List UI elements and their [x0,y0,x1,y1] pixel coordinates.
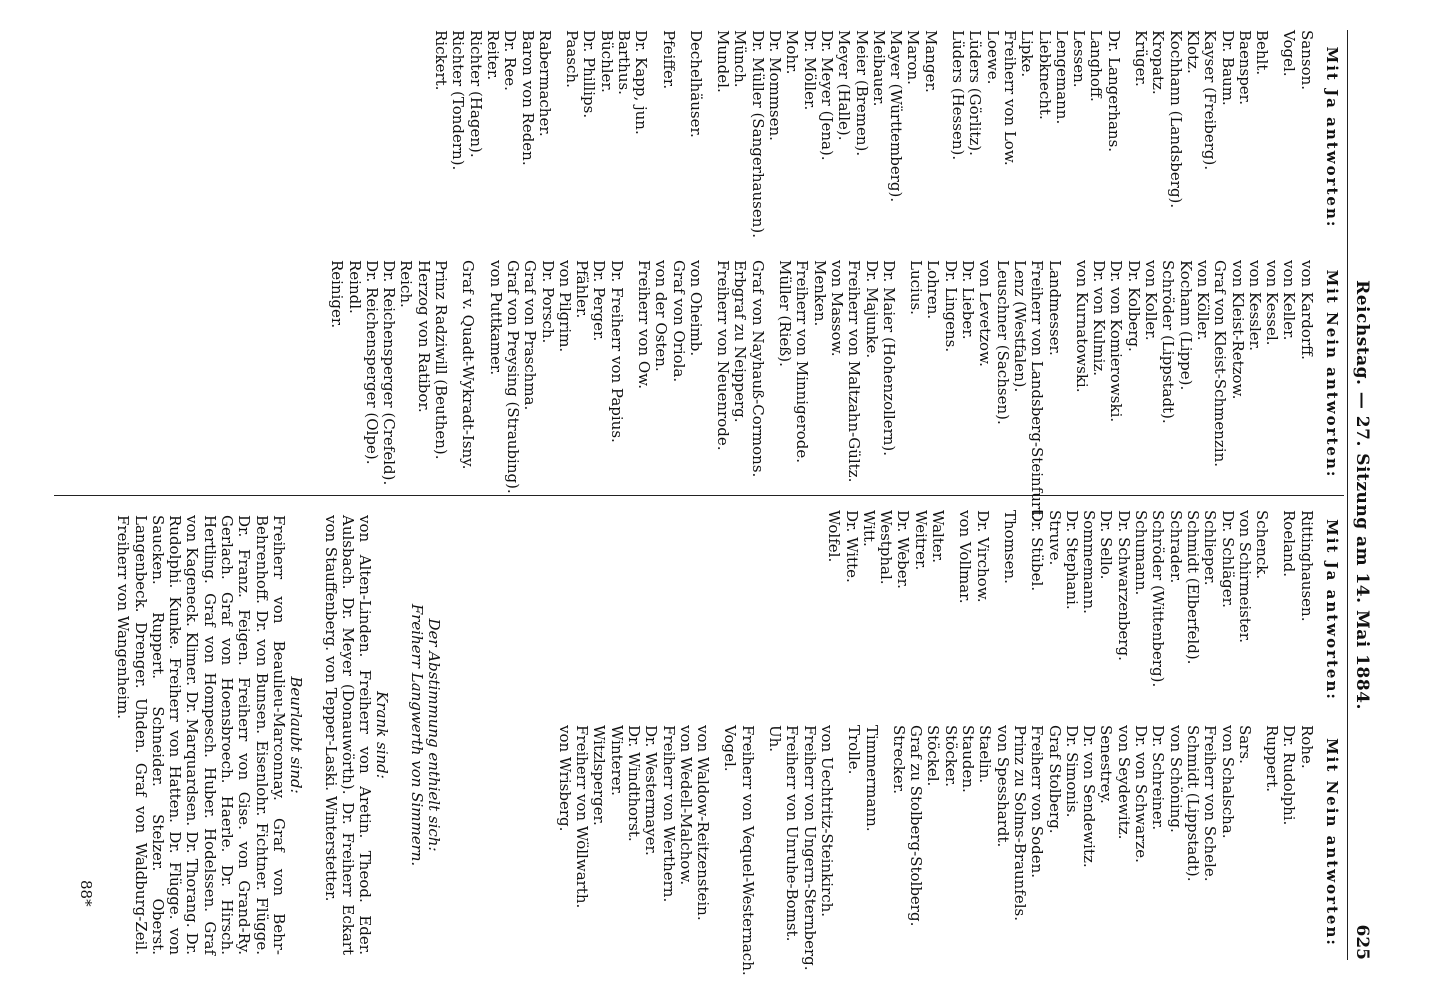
member-name: Dr. Porsch. [538,260,557,344]
member-name: von Wrisberg. [555,725,574,832]
member-name: Sars. [1235,725,1254,764]
member-name: von Pilgrim. [555,260,574,353]
name-group [1280,510,1315,710]
name-group [1280,30,1315,245]
left-ja-list [432,30,1315,245]
member-name: Dr. Weber. [894,510,913,589]
member-name: von Schirmeister. [1235,510,1254,644]
member-name: Rabermacher. [535,30,554,137]
name-group [776,260,897,488]
member-name: von Schalscha. [1218,725,1237,839]
member-name: Reiter. [483,30,502,81]
member-name: Langhoff. [1087,30,1106,102]
member-name: Freiherr von Landsberg-Steinfurt. [1028,260,1047,520]
member-name: Lipke. [1018,30,1037,78]
member-name: von Schöning. [1166,725,1185,833]
leave-title: Beurlaubt sind: [287,676,306,794]
member-name: Dr. Kolberg. [1124,260,1143,352]
member-name: von der Osten. [652,260,671,372]
member-name: Richter (Tondern). [449,30,468,171]
member-name: Lucius. [907,260,926,315]
member-name: Schmidt (Elberfeld). [1183,510,1202,665]
member-name: Stöcker. [941,725,960,787]
member-name: Loewe. [983,30,1002,85]
right-ja-list [825,510,1315,710]
member-name: von Uechtritz-Steinkirch. [817,725,836,918]
member-name: Freiherr von Ungern-Sternberg. [800,725,819,971]
member-name: Graf von Nayhauß-Cormons. [748,260,767,478]
member-name: Pfähler. [573,260,592,319]
member-name: Prinz zu Solms-Braunfels. [1010,725,1029,921]
member-name: von Massow. [827,260,846,357]
name-group [563,30,649,245]
member-name: Weitrer. [911,510,930,571]
member-name: Dr. Reichensperger (Crefeld). [380,260,399,486]
member-name: von Oheimb. [686,260,705,357]
member-name: von Levetzow. [976,260,995,367]
member-name: Freiherr von Minnigerode. [793,260,812,464]
member-name: Freiherr von Maltzahn-Gültz. [845,260,864,483]
member-name: Dr. Lieber. [959,260,978,340]
member-name: Winterer. [607,725,626,796]
member-name: Roeland. [1280,510,1299,577]
member-name: Meibauer. [869,30,888,107]
member-name: Dr. Westermayer. [642,725,661,856]
member-name: Staelin. [976,725,995,784]
member-name: Kochann (Lippe). [1176,260,1195,391]
member-name: Dr. Sello. [1097,510,1116,580]
name-group [1132,30,1270,245]
left-nein-list [328,260,1316,520]
sick-list: von Alten-Linden. Freiherr von Aretin. Theod. Eder. Aulsbach. Dr. Meyer (Donauwörth). Dr. Freiherr Eckart von Stauffenberg. von Tepper-Laski. Winterstetter. [321,515,375,955]
member-name: Dr. Freiherr von Papius. [607,260,626,443]
member-name: Landmesser. [1045,260,1064,356]
sheet-mark: 88* [77,880,95,907]
name-group [556,725,712,960]
name-group [1001,510,1018,710]
member-name: Reich. [397,260,416,308]
member-name: Timmermann. [862,725,881,832]
member-name: von Waldow-Reitzenstein. [694,725,713,921]
leave-list: Freiherr von Beaulieu-Marconnay. Graf von Behr-Behrenhoff. Dr. von Bunsen. Eisenlohr. Fichtner. Flügge. Dr. Franz. Feigen. Freiherr von Gise. von Grand-Ry. Gerlach. Graf von Hoensbroech. Haerle. Dr. Hirsch. Hertling. Graf von Hompesch. Huber. Hodelssen. Graf von Kageneck. Klimer. Dr. Marquardsen. Dr. Thorang. Dr. Rudolphi. Kunke. Freiherr von Hatten. Dr. Flügge. von Saucken. Ruppert. Schneider. Stelzer. Oberst. Langenbeck. Drenger. Uhden. Graf von Waldburg-Zeil. Freiherr von Wangenheim. [114,515,288,955]
member-name: Graf Stolberg. [1045,725,1064,834]
member-name: Mundel. [714,30,733,93]
member-name: Lenz (Westfalen). [1010,260,1029,393]
member-name: Manger. [921,30,940,93]
name-group [687,30,704,245]
member-name: Dr. Müller (Sangerhausen). [748,30,767,239]
member-name: Sanson. [1297,30,1316,91]
member-name: Freiherr von Neuenrode. [714,260,733,451]
member-name: Freiherr von Schele. [1201,725,1220,882]
member-name: Freiherr von Vequel-Westernach. [738,725,757,976]
member-name: Prinz Radziwill (Beuthen). [432,260,451,460]
member-name: Reiniger. [328,260,347,329]
member-name: Walter. [929,510,948,564]
member-name: Senestrey. [1097,725,1116,804]
member-name: Herzog von Ratibor. [414,260,433,413]
name-group [328,260,449,488]
member-name: Dr. Majunke. [862,260,881,359]
member-name: Dr. Windthorst. [625,725,644,842]
member-name: Schrader. [1166,510,1185,584]
member-name: Lengemann. [1052,30,1071,125]
member-name: Kayser (Freiberg). [1201,30,1220,171]
member-name: Graf von Preysing (Straubing). [503,260,522,494]
member-name: Baensper. [1235,30,1254,105]
member-name: Rohe. [1297,725,1316,769]
left-ja-heading: Mit Ja antworten: [1323,46,1341,229]
name-group [1028,510,1270,710]
member-name: Erbgraf zu Neipperg. [731,260,750,423]
member-name: Graf von Praschma. [521,260,540,411]
member-name: von Kessler. [1245,260,1264,351]
left-nein-column [328,260,1341,520]
name-group [907,260,1064,520]
member-name: Wolfel. [825,510,844,563]
name-group [635,260,704,488]
member-name: Dr. Schläger. [1218,510,1237,608]
member-name: Baron von Reden. [518,30,537,166]
member-name: Dr. Baum. [1218,30,1237,106]
member-name: Vogel. [721,725,740,772]
member-name: Mohr. [783,30,802,75]
column-divider [54,495,1344,496]
member-name: Dr. Witte. [842,510,861,583]
member-name: Dr. Virchow. [973,510,992,603]
member-name: Dr. Stübel. [1028,510,1047,592]
member-name: Leuschner (Sachsen). [993,260,1012,425]
member-name: von Koller. [1142,260,1161,341]
name-group [714,260,766,488]
member-name: Dr. Maier (Hohenzollern). [879,260,898,457]
member-name: Dr. Kapp, jun. [632,30,651,135]
member-name: Uh. [766,725,785,753]
name-group [432,30,553,245]
member-name: Mayer (Württemberg). [887,30,906,203]
member-name: Graf v. Quadt-Wykradt-Isny. [459,260,478,470]
member-name: Münch. [731,30,750,88]
member-name: Vogel. [1280,30,1299,77]
member-name: von Wedell-Malchow. [676,725,695,886]
member-name: Ruppert. [1263,725,1282,793]
member-name: von Keller. [1280,260,1299,341]
member-name: Sommemann. [1080,510,1099,614]
member-name: Lessen. [1070,30,1089,88]
member-name: Behlt. [1253,30,1272,76]
header-rule [1347,30,1348,960]
member-name: Müller (Rieß). [776,260,795,367]
member-name: Graf von Oriola. [669,260,688,383]
member-name: Graf zu Stolberg-Stolberg. [907,725,926,927]
member-name: Freiherr von Ow. [635,260,654,389]
name-group [1263,725,1315,960]
member-name: Dr. Simonis. [1062,725,1081,818]
member-name: Dr. Lingens. [941,260,960,353]
member-name: Graf von Kleist-Schmenzin. [1211,260,1230,468]
member-name: von Köller. [1193,260,1212,341]
member-name: von Kurnatowski. [1072,260,1091,393]
sick-title: Krank sind: [373,691,392,779]
member-name: Dechelhäuser. [686,30,705,138]
member-name: Richter (Hagen). [466,30,485,158]
member-name: Freiherr von Wöllwarth. [573,725,592,909]
right-nein-column [555,725,1341,976]
member-name: Dr. Reichensperger (Olpe). [362,260,381,465]
member-name: Westphal. [877,510,896,585]
member-name: Witt. [859,510,878,547]
member-name: Klotz. [1183,30,1202,74]
page-number: 625 [1352,924,1372,960]
member-name: Schumann. [1132,510,1151,596]
member-name: von Kardorff. [1297,260,1316,360]
member-name: Thomsen. [1000,510,1019,584]
name-group [459,260,476,488]
member-name: Strecker. [889,725,908,795]
member-name: Dr. Phillips. [580,30,599,119]
member-name: Büchler. [597,30,616,93]
member-name: Lüders (Görlitz). [966,30,985,156]
member-name: Dr. von Sendewitz. [1080,725,1099,868]
name-group [659,30,676,245]
member-name: Krüger. [1132,30,1151,87]
abstention-title: Der Abstimmung enthielt sich: [425,618,443,852]
member-name: Dr. Meyer (Jena). [817,30,836,161]
name-group [845,725,880,960]
name-group [1073,260,1315,488]
member-name: von Kessel. [1263,260,1282,346]
member-name: Dr. Schreiner. [1149,725,1168,831]
name-group [956,510,991,710]
member-name: Liebknecht. [1035,30,1054,120]
member-name: Reindl. [345,260,364,314]
member-name: Paasch. [563,30,582,88]
header-title: Reichstag. — 27. Sitzung am 14. Mai 1884. [1352,280,1372,710]
member-name: Dr. Stephani. [1062,510,1081,610]
right-ja-heading: Mit Ja antworten: [1323,519,1341,701]
name-group [825,510,946,710]
member-name: Dr. Langerhans. [1104,30,1123,153]
member-name: Schenck. [1253,510,1272,580]
member-name: Schlieper. [1201,510,1220,586]
member-name: von Puttkamer. [486,260,505,376]
closing-notes [114,515,442,955]
member-name: Rittinghausen. [1297,510,1316,622]
member-name: Maron. [904,30,923,85]
name-group [721,725,757,976]
member-name: Rickert. [432,30,451,91]
name-group [766,725,836,971]
member-name: Dr. Rudolphi. [1280,725,1299,826]
member-name: von Seydewitz. [1114,725,1133,840]
member-name: Stöckel. [924,725,943,787]
member-name: Dr. Schwarzenberg. [1114,510,1133,661]
member-name: Dr. von Schwarze. [1132,725,1151,863]
member-name: Kropatz. [1149,30,1168,95]
left-ja-column [432,30,1340,245]
member-name: Witzlsperger. [590,725,609,826]
member-name: Dr. von Kulmiz. [1090,260,1109,377]
member-name: Freiherr von Unruhe-Bomst. [783,725,802,942]
member-name: Lüders (Hessen). [949,30,968,161]
member-name: Struve. [1045,510,1064,566]
member-name: Pfeiffer. [659,30,678,90]
member-name: von Kleist-Retzow. [1228,260,1247,400]
abstention-name: Freiherr Langwerth von Simmern. [407,603,426,867]
member-name: Meier (Bremen). [852,30,871,157]
page-header [1350,30,1376,960]
member-name: Dr. Möller. [800,30,819,111]
member-name: Barthus. [615,30,634,95]
name-group [890,725,1253,960]
member-name: Menken. [810,260,829,327]
member-name: Trolle. [845,725,864,775]
member-name: Schröder (Wittenberg). [1149,510,1168,688]
member-name: Dr. Mommsen. [766,30,785,141]
member-name: Freiherr von Werthern. [659,725,678,903]
name-group [486,260,626,494]
member-name: Dr. Ree. [501,30,520,91]
left-nein-heading: Mit Nein antworten: [1323,269,1341,479]
right-ja-column [825,510,1340,710]
name-group [949,30,1122,245]
member-name: Dr. von Komierowski. [1107,260,1126,423]
member-name: Schröder (Lippstadt). [1159,260,1178,424]
member-name: Freiherr von Low. [1000,30,1019,166]
right-nein-heading: Mit Nein antworten: [1323,738,1341,947]
member-name: Freiherr von Soden. [1028,725,1047,879]
member-name: Stauden. [959,725,978,793]
member-name: Dr. Perger. [590,260,609,342]
member-name: Kochhann (Landsberg). [1166,30,1185,209]
member-name: Meyer (Halle). [835,30,854,141]
member-name: von Spesshardt. [993,725,1012,848]
member-name: Schmidt (Lippstadt). [1183,725,1202,882]
member-name: Lohren. [924,260,943,320]
name-group [714,30,939,245]
right-nein-list [555,725,1316,976]
member-name: von Vollmar. [956,510,975,604]
